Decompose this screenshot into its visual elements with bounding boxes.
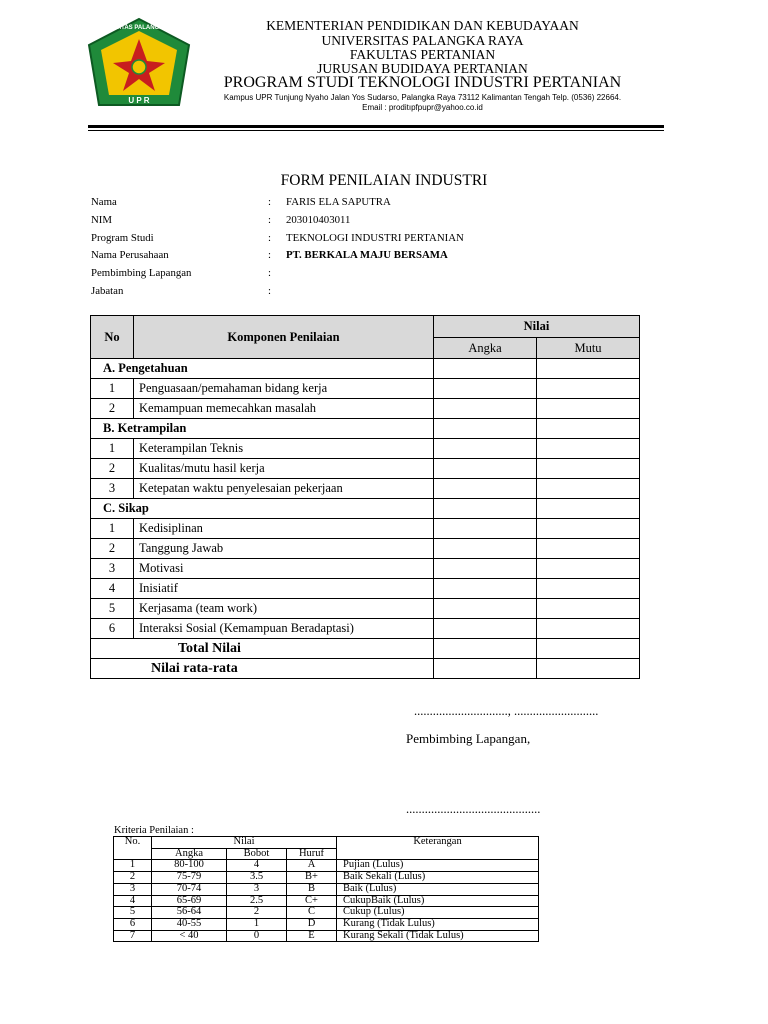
letterhead-faculty: FAKULTAS PERTANIAN bbox=[349, 47, 496, 62]
field-value[interactable]: TEKNOLOGI INDUSTRI PERTANIAN bbox=[286, 232, 464, 244]
svg-text:UNIVERSITAS PALANGKA RAYA: UNIVERSITAS PALANGKA RAYA bbox=[92, 25, 186, 31]
mutu-cell[interactable] bbox=[537, 599, 640, 619]
criteria-huruf: C bbox=[287, 907, 337, 919]
mutu-cell[interactable] bbox=[537, 459, 640, 479]
mutu-cell[interactable] bbox=[537, 379, 640, 399]
criteria-no: 2 bbox=[114, 872, 152, 884]
section-title: A. Pengetahuan bbox=[91, 359, 434, 379]
university-logo bbox=[85, 17, 193, 113]
total-label: Total Nilai bbox=[91, 639, 434, 659]
criteria-huruf: E bbox=[287, 930, 337, 942]
angka-cell[interactable] bbox=[434, 499, 537, 519]
criteria-no: 7 bbox=[114, 930, 152, 942]
criteria-bobot: 0 bbox=[227, 930, 287, 942]
field-label: Nama Perusahaan bbox=[91, 249, 169, 261]
row-number: 3 bbox=[91, 559, 134, 579]
angka-cell[interactable] bbox=[434, 539, 537, 559]
criteria-no: 1 bbox=[114, 860, 152, 872]
criteria-bobot: 4 bbox=[227, 860, 287, 872]
criteria-huruf: D bbox=[287, 918, 337, 930]
criteria-row bbox=[114, 860, 539, 872]
criteria-row bbox=[114, 883, 539, 895]
criteria-row bbox=[114, 895, 539, 907]
criteria-keterangan: Baik Sekali (Lulus) bbox=[337, 872, 539, 884]
criteria-header-no: No. bbox=[114, 837, 152, 860]
criteria-header-bobot: Bobot bbox=[227, 848, 287, 860]
criteria-angka: 70-74 bbox=[152, 883, 227, 895]
field-value[interactable]: 203010403011 bbox=[286, 214, 351, 226]
component-label: Kedisiplinan bbox=[134, 519, 434, 539]
row-number: 3 bbox=[91, 479, 134, 499]
angka-cell[interactable] bbox=[434, 559, 537, 579]
mutu-cell[interactable] bbox=[537, 659, 640, 679]
field-label: NIM bbox=[91, 214, 112, 226]
mutu-cell[interactable] bbox=[537, 479, 640, 499]
header-angka: Angka bbox=[434, 338, 537, 359]
angka-cell[interactable] bbox=[434, 519, 537, 539]
criteria-bobot: 2.5 bbox=[227, 895, 287, 907]
criteria-bobot: 3 bbox=[227, 883, 287, 895]
letterhead-program: PROGRAM STUDI TEKNOLOGI INDUSTRI PERTANIAN bbox=[223, 74, 622, 91]
table-row bbox=[91, 399, 640, 419]
total-row bbox=[91, 639, 640, 659]
criteria-header-angka: Angka bbox=[152, 848, 227, 860]
angka-cell[interactable] bbox=[434, 639, 537, 659]
svg-text:U P R: U P R bbox=[128, 96, 150, 105]
field-label: Jabatan bbox=[91, 285, 124, 297]
field-value[interactable]: FARIS ELA SAPUTRA bbox=[286, 196, 391, 208]
criteria-no: 3 bbox=[114, 883, 152, 895]
field-label: Pembimbing Lapangan bbox=[91, 267, 192, 279]
table-row bbox=[91, 479, 640, 499]
form-title: FORM PENILAIAN INDUSTRI bbox=[280, 172, 488, 189]
section-title: B. Ketrampilan bbox=[91, 419, 434, 439]
table-row bbox=[91, 519, 640, 539]
criteria-row bbox=[114, 930, 539, 942]
angka-cell[interactable] bbox=[434, 659, 537, 679]
average-label: Nilai rata-rata bbox=[91, 659, 434, 679]
section-row bbox=[91, 419, 640, 439]
header-komponen: Komponen Penilaian bbox=[134, 316, 434, 359]
row-number: 1 bbox=[91, 379, 134, 399]
row-number: 6 bbox=[91, 619, 134, 639]
criteria-huruf: C+ bbox=[287, 895, 337, 907]
row-number: 1 bbox=[91, 439, 134, 459]
criteria-header-keterangan: Keterangan bbox=[337, 837, 539, 860]
component-label: Inisiatif bbox=[134, 579, 434, 599]
angka-cell[interactable] bbox=[434, 459, 537, 479]
letterhead-email: Email : proditıpfpupr@yahoo.co.id bbox=[362, 103, 483, 112]
angka-cell[interactable] bbox=[434, 399, 537, 419]
mutu-cell[interactable] bbox=[537, 359, 640, 379]
criteria-keterangan: Pujian (Lulus) bbox=[337, 860, 539, 872]
criteria-angka: 75-79 bbox=[152, 872, 227, 884]
criteria-angka: 56-64 bbox=[152, 907, 227, 919]
section-row bbox=[91, 499, 640, 519]
criteria-header-huruf: Huruf bbox=[287, 848, 337, 860]
angka-cell[interactable] bbox=[434, 439, 537, 459]
criteria-keterangan: Baik (Lulus) bbox=[337, 883, 539, 895]
field-label: Nama bbox=[91, 196, 117, 208]
criteria-angka: 65-69 bbox=[152, 895, 227, 907]
mutu-cell[interactable] bbox=[537, 559, 640, 579]
field-label: Program Studi bbox=[91, 232, 154, 244]
row-number: 4 bbox=[91, 579, 134, 599]
criteria-huruf: B+ bbox=[287, 872, 337, 884]
criteria-row bbox=[114, 907, 539, 919]
signature-line[interactable]: ........................................... bbox=[406, 802, 541, 816]
mutu-cell[interactable] bbox=[537, 439, 640, 459]
criteria-no: 6 bbox=[114, 918, 152, 930]
criteria-keterangan: Kurang Sekali (Tidak Lulus) bbox=[337, 930, 539, 942]
table-row bbox=[91, 459, 640, 479]
criteria-angka: < 40 bbox=[152, 930, 227, 942]
mutu-cell[interactable] bbox=[537, 639, 640, 659]
table-row bbox=[91, 579, 640, 599]
mutu-cell[interactable] bbox=[537, 539, 640, 559]
table-row bbox=[91, 619, 640, 639]
section-row bbox=[91, 359, 640, 379]
letterhead-rule-thick bbox=[88, 125, 664, 128]
criteria-keterangan: Cukup (Lulus) bbox=[337, 907, 539, 919]
field-colon: : bbox=[268, 232, 271, 244]
component-label: Keterampilan Teknis bbox=[134, 439, 434, 459]
component-label: Motivasi bbox=[134, 559, 434, 579]
mutu-cell[interactable] bbox=[537, 619, 640, 639]
field-colon: : bbox=[268, 214, 271, 226]
mutu-cell[interactable] bbox=[537, 519, 640, 539]
letterhead-ministry: KEMENTERIAN PENDIDIKAN DAN KEBUDAYAAN bbox=[266, 18, 579, 33]
assessment-table bbox=[90, 315, 640, 679]
criteria-angka: 40-55 bbox=[152, 918, 227, 930]
angka-cell[interactable] bbox=[434, 479, 537, 499]
component-label: Tanggung Jawab bbox=[134, 539, 434, 559]
table-row bbox=[91, 539, 640, 559]
angka-cell[interactable] bbox=[434, 419, 537, 439]
criteria-no: 4 bbox=[114, 895, 152, 907]
criteria-header-nilai: Nilai bbox=[152, 837, 337, 849]
mutu-cell[interactable] bbox=[537, 399, 640, 419]
row-number: 5 bbox=[91, 599, 134, 619]
field-colon: : bbox=[268, 267, 271, 279]
angka-cell[interactable] bbox=[434, 379, 537, 399]
letterhead-address: Kampus UPR Tunjung Nyaho Jalan Yos Sudarso, Palangka Raya 73112 Kalimantan Tengah Telp. (0536) 22664. bbox=[223, 93, 622, 102]
table-row bbox=[91, 559, 640, 579]
field-colon: : bbox=[268, 285, 271, 297]
component-label: Kemampuan memecahkan masalah bbox=[134, 399, 434, 419]
criteria-keterangan: CukupBaik (Lulus) bbox=[337, 895, 539, 907]
component-label: Interaksi Sosial (Kemampuan Beradaptasi) bbox=[134, 619, 434, 639]
field-colon: : bbox=[268, 196, 271, 208]
header-no: No bbox=[91, 316, 134, 359]
criteria-row bbox=[114, 872, 539, 884]
component-label: Penguasaan/pemahaman bidang kerja bbox=[134, 379, 434, 399]
criteria-huruf: A bbox=[287, 860, 337, 872]
assessment-table-body bbox=[91, 359, 640, 679]
table-row bbox=[91, 439, 640, 459]
component-label: Ketepatan waktu penyelesaian pekerjaan bbox=[134, 479, 434, 499]
table-row bbox=[91, 379, 640, 399]
section-title: C. Sikap bbox=[91, 499, 434, 519]
component-label: Kualitas/mutu hasil kerja bbox=[134, 459, 434, 479]
criteria-title: Kriteria Penilaian : bbox=[114, 825, 194, 836]
letterhead-university: UNIVERSITAS PALANGKA RAYA bbox=[321, 33, 524, 48]
angka-cell[interactable] bbox=[434, 619, 537, 639]
signature-date-place[interactable]: .............................., ........................... bbox=[414, 704, 599, 718]
row-number: 2 bbox=[91, 399, 134, 419]
header-nilai: Nilai bbox=[434, 316, 640, 338]
mutu-cell[interactable] bbox=[537, 419, 640, 439]
letterhead-rule-thin bbox=[88, 130, 664, 131]
field-colon: : bbox=[268, 249, 271, 261]
criteria-table-body bbox=[114, 837, 539, 942]
criteria-huruf: B bbox=[287, 883, 337, 895]
criteria-bobot: 2 bbox=[227, 907, 287, 919]
criteria-keterangan: Kurang (Tidak Lulus) bbox=[337, 918, 539, 930]
mutu-cell[interactable] bbox=[537, 499, 640, 519]
angka-cell[interactable] bbox=[434, 579, 537, 599]
angka-cell[interactable] bbox=[434, 359, 537, 379]
signature-title: Pembimbing Lapangan, bbox=[406, 731, 531, 746]
row-number: 1 bbox=[91, 519, 134, 539]
angka-cell[interactable] bbox=[434, 599, 537, 619]
component-label: Kerjasama (team work) bbox=[134, 599, 434, 619]
row-number: 2 bbox=[91, 539, 134, 559]
average-row bbox=[91, 659, 640, 679]
criteria-table bbox=[113, 836, 539, 942]
field-value[interactable]: PT. BERKALA MAJU BERSAMA bbox=[286, 249, 448, 261]
criteria-bobot: 1 bbox=[227, 918, 287, 930]
row-number: 2 bbox=[91, 459, 134, 479]
header-mutu: Mutu bbox=[537, 338, 640, 359]
mutu-cell[interactable] bbox=[537, 579, 640, 599]
criteria-no: 5 bbox=[114, 907, 152, 919]
letterhead-department: JURUSAN BUDIDAYA PERTANIAN bbox=[317, 61, 528, 76]
criteria-bobot: 3.5 bbox=[227, 872, 287, 884]
criteria-angka: 80-100 bbox=[152, 860, 227, 872]
table-row bbox=[91, 599, 640, 619]
criteria-row bbox=[114, 918, 539, 930]
